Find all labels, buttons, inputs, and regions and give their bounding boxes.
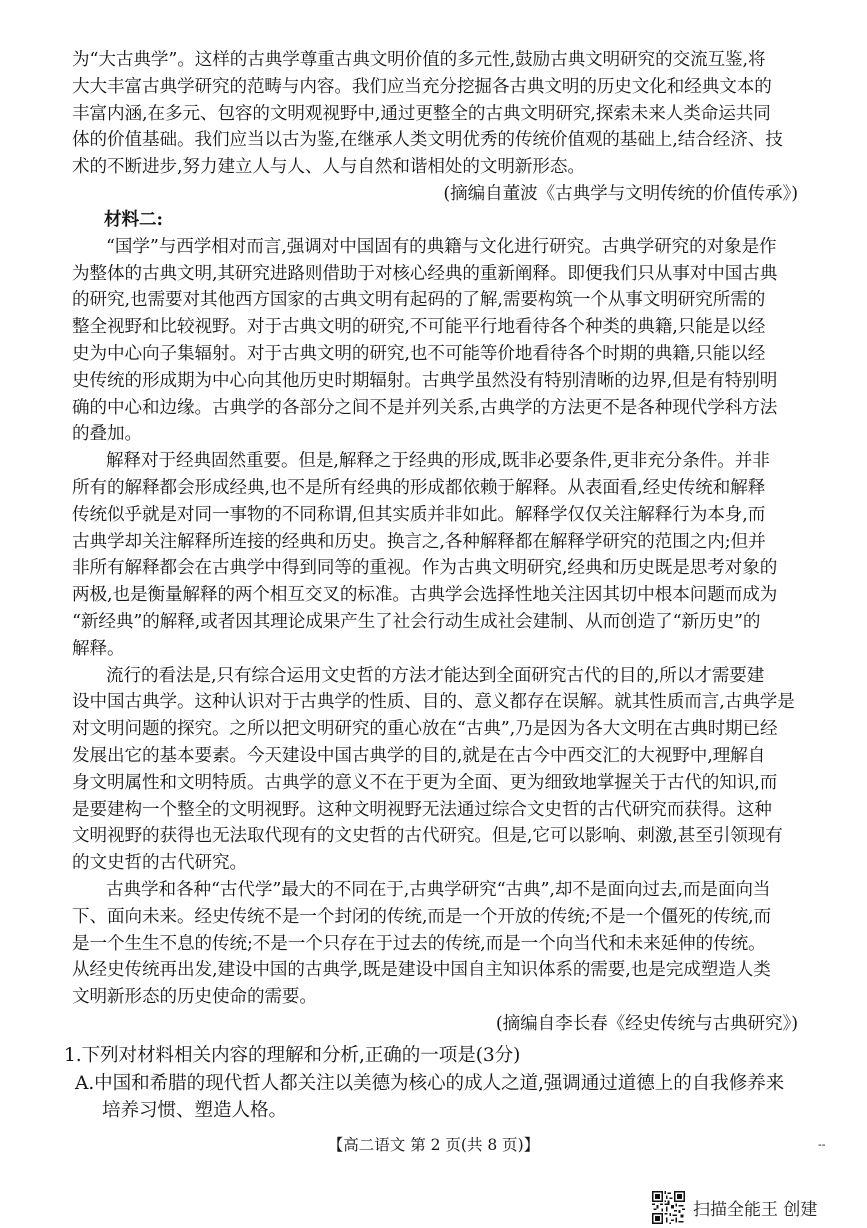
source-citation: (摘编自董波《古典学与文明传统的价值传承》): [443, 183, 798, 204]
text-line: 文明新形态的历史使命的需要。: [72, 987, 317, 1008]
text-line: “国学”与西学相对而言,强调对中国固有的典籍与文化进行研究。古典学研究的对象是作: [106, 236, 777, 257]
watermark-text: 扫描全能王 创建: [693, 1199, 818, 1220]
material-two: [72, 207, 800, 1038]
text-line: 为“大古典学”。这样的古典学尊重古典文明价值的多元性,鼓励古典文明研究的交流互鉴,将: [72, 50, 766, 70]
option-a-continued: 培养习惯、塑造人格。: [102, 1100, 287, 1121]
page-number-label: 【高二语文 第 2 页(共 8 页)】: [327, 1136, 540, 1154]
scanner-watermark: [652, 1190, 817, 1224]
text-line: 解释。: [72, 638, 125, 659]
text-line: 文明视野的获得也无法取代现有的文史哲的古代研究。但是,它可以影响、刺激,甚至引领现有: [72, 826, 783, 847]
text-line: 传统似乎就是对同一事物的不同称谓,但其实质并非如此。解释学仅仅关注解释行为本身,而: [72, 504, 766, 525]
section-heading: 材料二:: [104, 209, 163, 230]
text-line: 为整体的古典文明,其研究进路则借助于对核心经典的重新阐释。即便我们只从事对中国古典: [72, 263, 778, 284]
text-line: 大大丰富古典学研究的范畴与内容。我们应当充分挖掘各古典文明的历史文化和经典文本的: [72, 76, 772, 97]
text-line: 流行的看法是,只有综合运用文史哲的方法才能达到全面研究古代的目的,所以才需要建: [106, 665, 765, 686]
text-line: 是要建构一个整全的文明视野。这种文明视野无法通过综合文史哲的古代研究而获得。这种: [72, 799, 772, 820]
text-line: 对文明问题的探究。之所以把文明研究的重心放在“古典”,乃是因为各大文明在古典时期已经: [72, 719, 778, 740]
question-1: [64, 1042, 824, 1125]
text-line: 的文史哲的古代研究。: [72, 853, 247, 874]
text-line: 所有的解释都会形成经典,也不是所有经典的形成都依赖于解释。从表面看,经史传统和解释: [72, 477, 766, 498]
text-line: 整全视野和比较视野。对于古典文明的研究,不可能平行地看待各个种类的典籍,只能是以经: [72, 317, 766, 338]
text-line: 古典学和各种“古代学”最大的不同在于,古典学研究“古典”,却不是面向过去,而是面向当: [106, 879, 771, 900]
text-line: “新经典”的解释,或者因其理论成果产生了社会行动生成社会建制、从而创造了“新历史”的: [72, 611, 761, 632]
text-line: 两极,也是衡量解释的两个相互交叉的标准。古典学会选择性地关注因其切中根本问题而成为: [72, 585, 778, 606]
page-footer: [0, 1135, 867, 1155]
text-line: 是一个生生不息的传统;不是一个只存在于过去的传统,而是一个向当代和未来延伸的传统。: [72, 933, 766, 954]
text-line: 史传统的形成期为中心向其他历史时期辐射。古典学虽然没有特别清晰的边界,但是有特别明: [72, 370, 778, 391]
text-line: 术的不断进步,努力建立人与人、人与自然和谐相处的文明新形态。: [72, 157, 585, 178]
text-line: 发展出它的基本要素。今天建设中国古典学的目的,就是在古今中西交汇的大视野中,理解自: [72, 745, 766, 766]
text-line: 体的价值基础。我们应当以古为鉴,在继承人类文明优秀的传统价值观的基础上,结合经济、技: [72, 130, 783, 151]
source-citation: (摘编自李长春《经史传统与古典研究》): [495, 1013, 798, 1034]
text-line: 设中国古典学。这种认识对于古典学的性质、目的、意义都存在误解。就其性质而言,古典学是: [72, 692, 795, 713]
option-a: A.中国和希腊的现代哲人都关注以美德为核心的成人之道,强调通过道德上的自我修养来: [75, 1072, 785, 1094]
text-line: 从经史传统再出发,建设中国的古典学,既是建设中国自主知识体系的需要,也是完成塑造人类: [72, 960, 771, 981]
passage-intro: [72, 47, 800, 208]
text-line: 身文明属性和文明特质。古典学的意义不在于更为全面、更为细致地掌握关于古代的知识,而: [72, 772, 778, 793]
text-line: 的研究,也需要对其他西方国家的古典文明有起码的了解,需要构筑一个从事文明研究所需的: [72, 290, 766, 311]
text-line: 下、面向未来。经史传统不是一个封闭的传统,而是一个开放的传统;不是一个僵死的传统,而: [72, 906, 772, 927]
footer-dash: --: [818, 1138, 826, 1151]
text-line: 的叠加。: [72, 424, 142, 445]
text-line: 丰富内涵,在多元、包容的文明观视野中,通过更整全的古典文明研究,探索未来人类命运共同: [72, 103, 771, 124]
qr-code-icon: [652, 1191, 685, 1224]
text-line: 非所有解释都会在古典学中得到同等的重视。作为古典文明研究,经典和历史既是思考对象的: [72, 558, 778, 579]
text-line: 古典学却关注解释所连接的经典和历史。换言之,各种解释都在解释学研究的范围之内;但并: [72, 531, 766, 552]
text-line: 史为中心向子集辐射。对于古典文明的研究,也不可能等价地看待各个时期的典籍,只能以经: [72, 343, 766, 364]
question-stem: 1.下列对材料相关内容的理解和分析,正确的一项是(3分): [64, 1045, 521, 1066]
text-line: 解释对于经典固然重要。但是,解释之于经典的形成,既非必要条件,更非充分条件。并非: [106, 451, 770, 472]
text-line: 确的中心和边缘。古典学的各部分之间不是并列关系,古典学的方法更不是各种现代学科方法: [72, 397, 778, 418]
